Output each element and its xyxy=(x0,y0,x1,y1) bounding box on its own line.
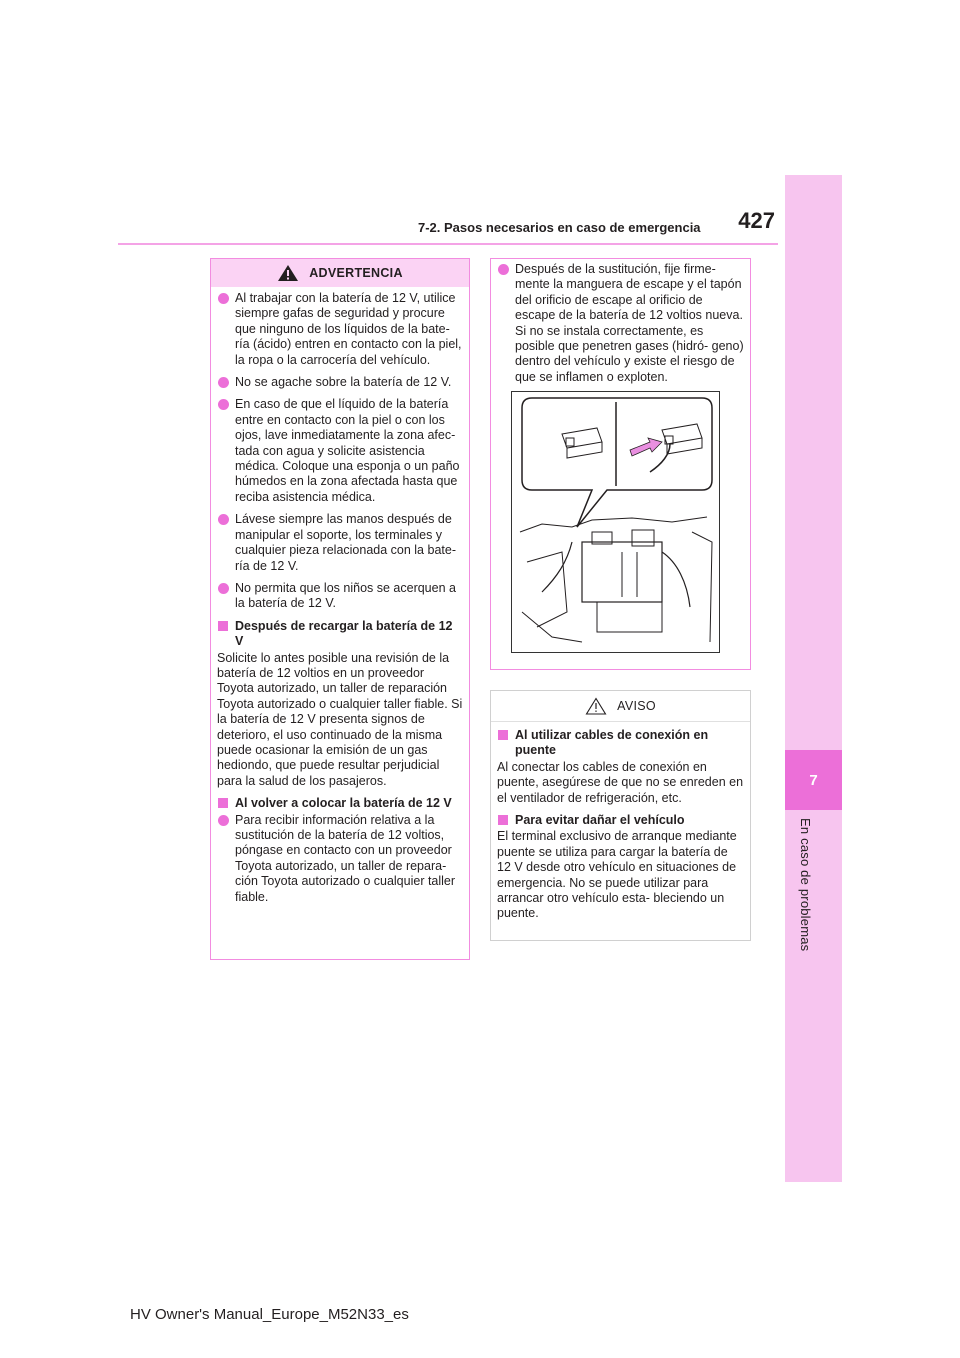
warning-header xyxy=(211,259,469,287)
notice-header xyxy=(491,691,750,722)
warning-bullet-text: En caso de que el líquido de la batería entre en contacto con la piel o con los ojos, lave inmediatamente la zona afec- tada con agua y solicite asistencia médica. Coloque una esponja o un paño húmedos en la zona afectada hasta que reciba asistencia médica. xyxy=(235,397,460,504)
square-bullet-icon xyxy=(218,798,228,808)
bullet-dot-icon xyxy=(218,815,229,826)
warning-bullet-text: No permita que los niños se acerquen a la batería de 12 V. xyxy=(235,580,456,611)
notice-subheading-text: Al utilizar cables de conexión en puente xyxy=(515,728,709,758)
chapter-side-tab xyxy=(785,175,842,1182)
header-rule xyxy=(118,243,778,245)
warning-bullet-text: No se agache sobre la batería de 12 V. xyxy=(235,375,452,390)
caution-triangle-outline-icon xyxy=(585,697,607,715)
notice-content xyxy=(491,722,750,922)
bullet-dot-icon xyxy=(218,514,229,525)
bullet-dot-icon xyxy=(218,583,229,594)
replacement-bullet-text: Después de la sustitución, fije firme- mente la manguera de escape y el tapón del orificio de escape al orificio de escape de la batería de 12 voltios nueva. Si no se instala correctamente, es posible que penetren gases (hidró- geno) dentro del vehículo y existe el riesgo de que se inflamen o exploten. xyxy=(515,262,744,384)
notice-subheading xyxy=(497,813,744,828)
notice-paragraph: Al conectar los cables de conexión en puente, asegúrese de que no se enreden en el ventilador de refrigeración, etc. xyxy=(497,759,744,805)
warning-subheading-text: Después de recargar la batería de 12 V xyxy=(235,618,453,649)
warning-paragraph: Solicite lo antes posible una revisión de la batería de 12 voltios en un proveedor Toyota autorizado, un taller de reparación Toyota autorizado o cualquier taller fiable. Si la batería de 12 V presenta signos de deterioro, el uso continuado de la misma puede ocasionar la emisión de un gas hediondo, que puede resultar perjudicial para la salud de los pasajeros. xyxy=(217,650,463,788)
replacement-info-box xyxy=(490,258,751,670)
chapter-label xyxy=(798,818,828,978)
warning-bullet xyxy=(217,291,463,368)
bullet-dot-icon xyxy=(218,377,229,388)
warning-bullet-text: Al trabajar con la batería de 12 V, utilice siempre gafas de seguridad y procure que ninguno de los líquidos de la bate- ría (ácido) entren en contacto con la piel, la ropa o la carrocería del vehículo. xyxy=(235,291,462,367)
bullet-dot-icon xyxy=(218,293,229,304)
notice-paragraph: El terminal exclusivo de arranque mediante puente se utiliza para cargar la batería de 12 V desde otro vehículo en situaciones de emergencia. No se puede utilizar para arrancar otro vehículo esta- bleciendo un puente. xyxy=(497,829,737,921)
notice-box xyxy=(490,690,751,941)
page-number: 427 xyxy=(738,208,775,233)
warning-bullet xyxy=(217,813,463,905)
warning-bullet-text: Para recibir información relativa a la sustitución de la batería de 12 voltios, póngase en contacto con un proveedor Toyota autorizado, un taller de repara- ción Toyota autorizado o cualquier taller fiable. xyxy=(235,812,456,904)
manual-footer: HV Owner's Manual_Europe_M52N33_es xyxy=(130,1306,409,1323)
battery-exhaust-hose-illustration xyxy=(511,391,720,653)
square-bullet-icon xyxy=(218,621,228,631)
replacement-bullet xyxy=(497,262,744,385)
warning-box xyxy=(210,258,470,960)
bullet-dot-icon xyxy=(218,399,229,410)
warning-title: ADVERTENCIA xyxy=(309,266,403,280)
warning-subheading xyxy=(217,619,463,650)
warning-bullet-text: Lávese siempre las manos después de manipular el soporte, los terminales y cualquier pieza relacionada con la bate- ría de 12 V. xyxy=(235,512,456,573)
notice-subheading-text: Para evitar dañar el vehículo xyxy=(515,813,685,828)
warning-content xyxy=(211,287,469,905)
chapter-number-tab: 7 xyxy=(785,750,842,810)
notice-title: AVISO xyxy=(617,699,656,713)
section-title: 7-2. Pasos necesarios en caso de emergencia xyxy=(418,220,701,235)
warning-bullet xyxy=(217,397,463,505)
square-bullet-icon xyxy=(498,815,508,825)
warning-bullet xyxy=(217,375,463,390)
warning-bullet xyxy=(217,581,463,612)
square-bullet-icon xyxy=(498,730,508,740)
chapter-label-text: En caso de problemas xyxy=(798,818,813,952)
notice-subheading xyxy=(497,728,744,759)
warning-triangle-icon xyxy=(277,264,299,282)
warning-subheading-text: Al volver a colocar la batería de 12 V xyxy=(235,796,452,811)
replacement-content xyxy=(491,259,750,385)
warning-bullet xyxy=(217,512,463,574)
bullet-dot-icon xyxy=(498,264,509,275)
warning-subheading xyxy=(217,796,463,811)
